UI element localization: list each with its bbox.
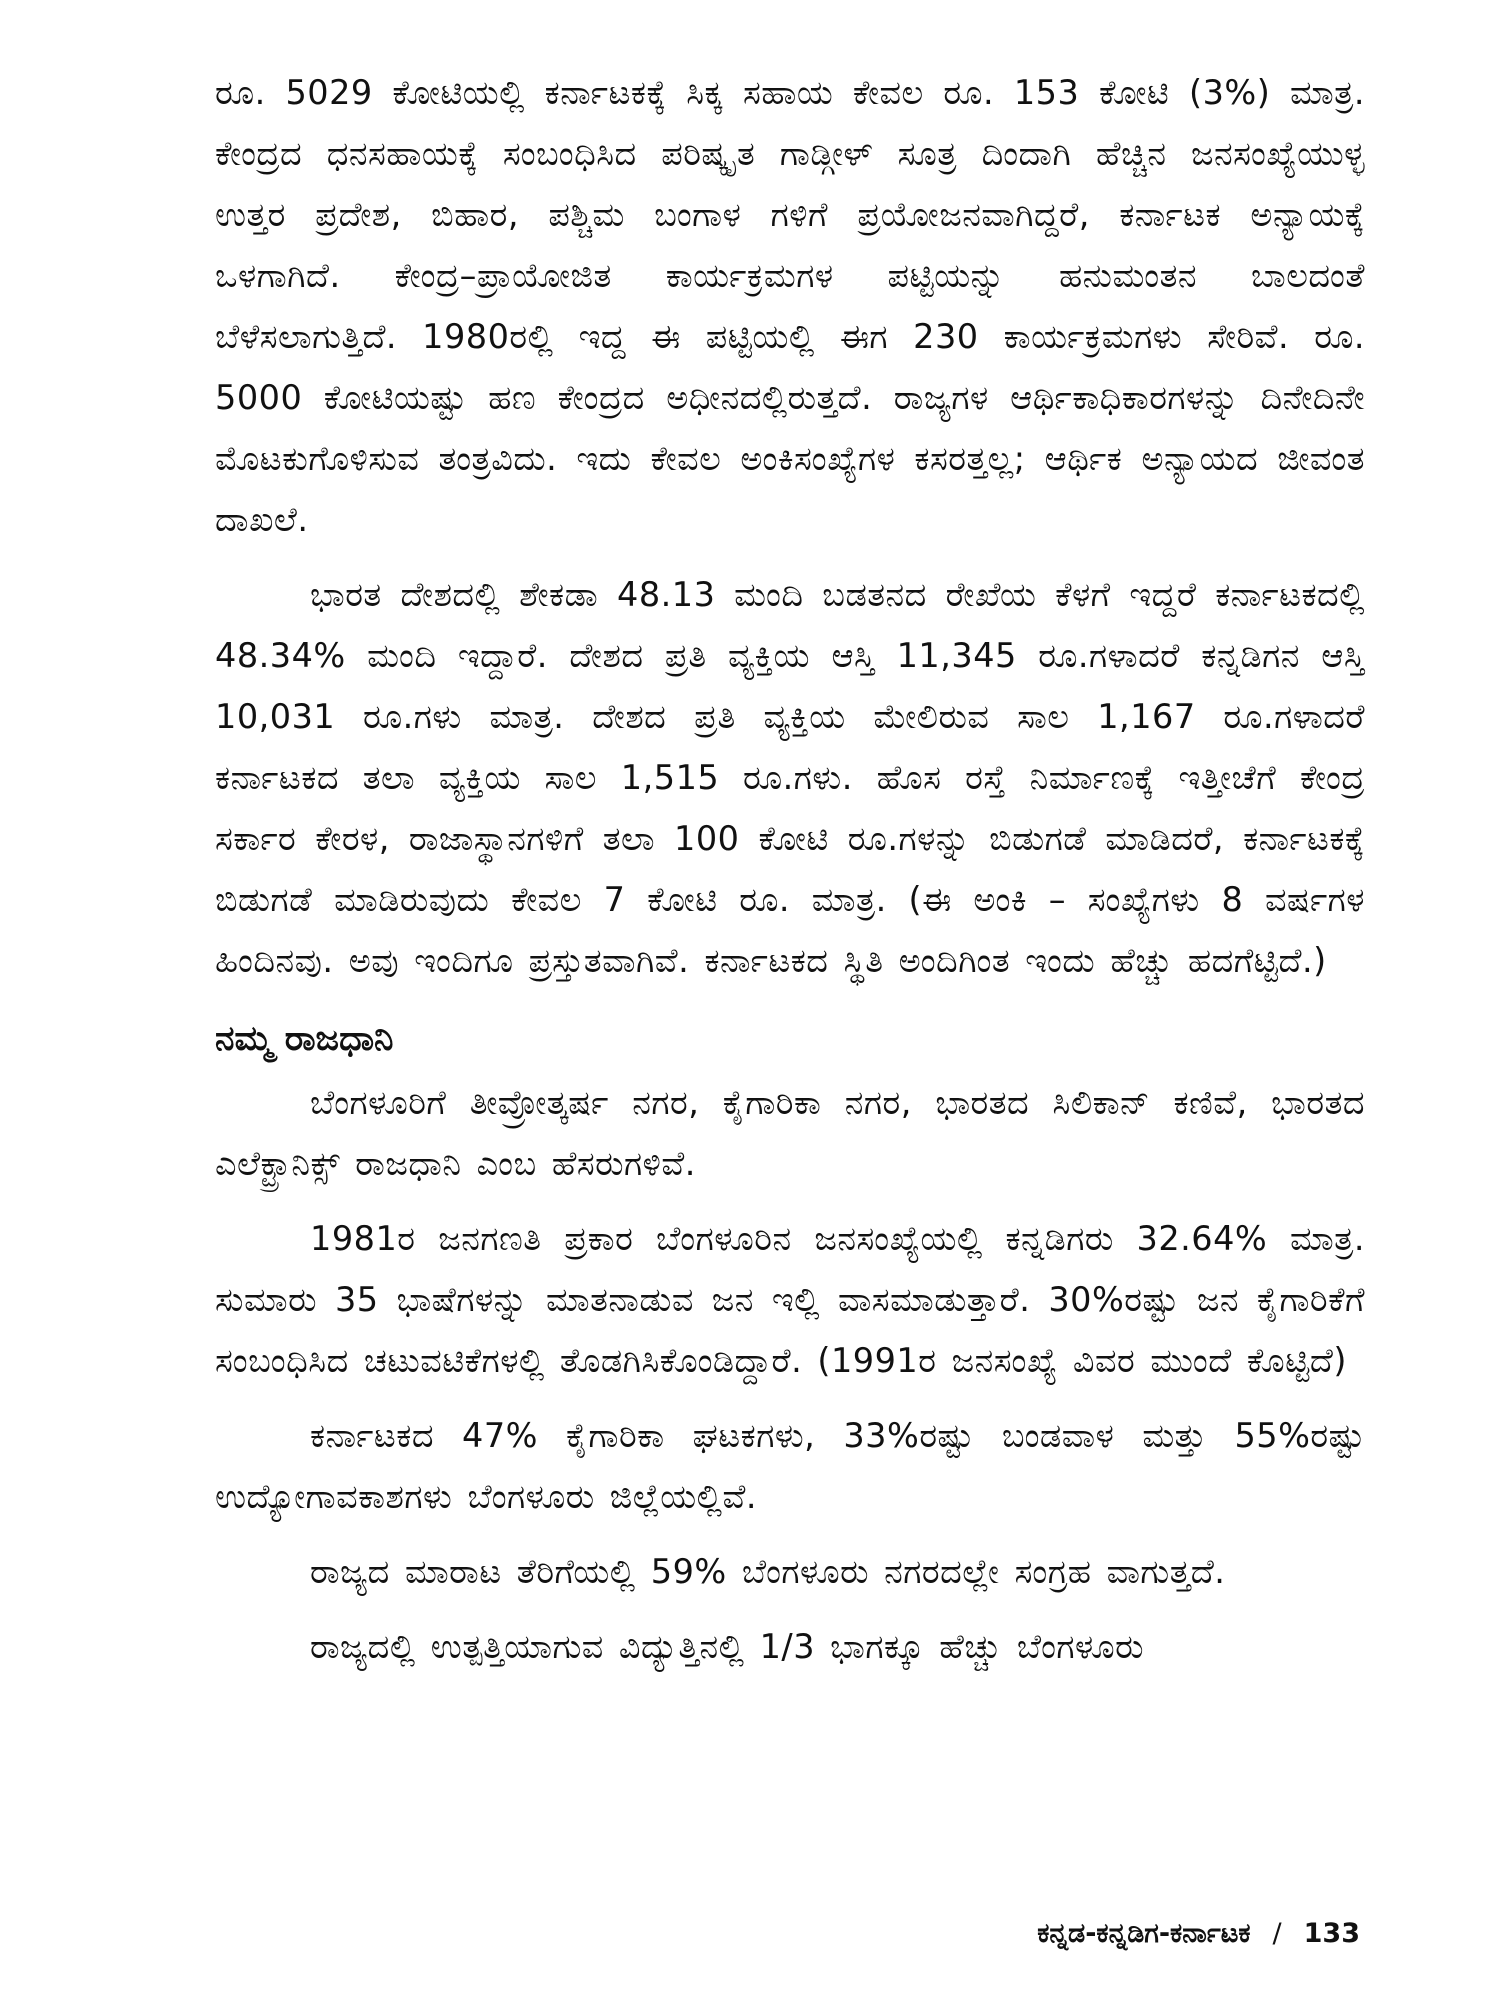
paragraph-census-1981: 1981ರ ಜನಗಣತಿ ಪ್ರಕಾರ ಬೆಂಗಳೂರಿನ ಜನಸಂಖ್ಯೆಯಲ್ಲಿ ಕನ್ನಡಿಗರು 32.64% ಮಾತ್ರ. ಸುಮಾರು 35 ಭಾಷೆಗಳನ್ನು ಮಾತನಾಡುವ ಜನ ಇಲ್ಲಿ ವಾಸಮಾಡುತ್ತಾರೆ. 30%ರಷ್ಟು ಜನ ಕೈಗಾರಿಕೆಗೆ ಸಂಬಂಧಿಸಿದ ಚಟುವಟಿಕೆಗಳಲ್ಲಿ ತೊಡಗಿಸಿಕೊಂಡಿದ್ದಾರೆ. (1991ರ ಜನಸಂಖ್ಯೆ ವಿವರ ಮುಂದೆ ಕೊಟ್ಟಿದೆ): [215, 1219, 1365, 1380]
paragraph-poverty-statistics: ಭಾರತ ದೇಶದಲ್ಲಿ ಶೇಕಡಾ 48.13 ಮಂದಿ ಬಡತನದ ರೇಖೆಯ ಕೆಳಗೆ ಇದ್ದರೆ ಕರ್ನಾಟಕದಲ್ಲಿ 48.34% ಮಂದಿ ಇದ್ದಾರೆ. ದೇಶದ ಪ್ರತಿ ವ್ಯಕ್ತಿಯ ಆಸ್ತಿ 11,345 ರೂ.ಗಳಾದರೆ ಕನ್ನಡಿಗನ ಆಸ್ತಿ 10,031 ರೂ.ಗಳು ಮಾತ್ರ. ದೇಶದ ಪ್ರತಿ ವ್ಯಕ್ತಿಯ ಮೇಲಿರುವ ಸಾಲ 1,167 ರೂ.ಗಳಾದರೆ ಕರ್ನಾಟಕದ ತಲಾ ವ್ಯಕ್ತಿಯ ಸಾಲ 1,515 ರೂ.ಗಳು. ಹೊಸ ರಸ್ತೆ ನಿರ್ಮಾಣಕ್ಕೆ ಇತ್ತೀಚೆಗೆ ಕೇಂದ್ರ ಸರ್ಕಾರ ಕೇರಳ, ರಾಜಾಸ್ಥಾನಗಳಿಗೆ ತಲಾ 100 ಕೋಟಿ ರೂ.ಗಳನ್ನು ಬಿಡುಗಡೆ ಮಾಡಿದರೆ, ಕರ್ನಾಟಕಕ್ಕೆ ಬಿಡುಗಡೆ ಮಾಡಿರುವುದು ಕೇವಲ 7 ಕೋಟಿ ರೂ. ಮಾತ್ರ. (ಈ ಅಂಕಿ – ಸಂಖ್ಯೆಗಳು 8 ವರ್ಷಗಳ ಹಿಂದಿನವು. ಅವು ಇಂದಿಗೂ ಪ್ರಸ್ತುತವಾಗಿವೆ. ಕರ್ನಾಟಕದ ಸ್ಥಿತಿ ಅಂದಿಗಿಂತ ಇಂದು ಹೆಚ್ಚು ಹದಗೆಟ್ಟಿದೆ.): [215, 575, 1365, 980]
page-body: [215, 62, 1365, 1677]
page-footer: [1037, 1918, 1360, 1950]
page-number: 133: [1303, 1918, 1360, 1949]
paragraph-sales-tax: ರಾಜ್ಯದ ಮಾರಾಟ ತೆರಿಗೆಯಲ್ಲಿ 59% ಬೆಂಗಳೂರು ನಗರದಲ್ಲೇ ಸಂಗ್ರಹ ವಾಗುತ್ತದೆ.: [310, 1552, 1226, 1591]
paragraph-central-aid: ರೂ. 5029 ಕೋಟಿಯಲ್ಲಿ ಕರ್ನಾಟಕಕ್ಕೆ ಸಿಕ್ಕ ಸಹಾಯ ಕೇವಲ ರೂ. 153 ಕೋಟಿ (3%) ಮಾತ್ರ. ಕೇಂದ್ರದ ಧನಸಹಾಯಕ್ಕೆ ಸಂಬಂಧಿಸಿದ ಪರಿಷ್ಕೃತ ಗಾಡ್ಗೀಳ್ ಸೂತ್ರ ದಿಂದಾಗಿ ಹೆಚ್ಚಿನ ಜನಸಂಖ್ಯೆಯುಳ್ಳ ಉತ್ತರ ಪ್ರದೇಶ, ಬಿಹಾರ, ಪಶ್ಚಿಮ ಬಂಗಾಳ ಗಳಿಗೆ ಪ್ರಯೋಜನವಾಗಿದ್ದರೆ, ಕರ್ನಾಟಕ ಅನ್ಯಾಯಕ್ಕೆ ಒಳಗಾಗಿದೆ. ಕೇಂದ್ರ–ಪ್ರಾಯೋಜಿತ ಕಾರ್ಯಕ್ರಮಗಳ ಪಟ್ಟಿಯನ್ನು ಹನುಮಂತನ ಬಾಲದಂತೆ ಬೆಳೆಸಲಾಗುತ್ತಿದೆ. 1980ರಲ್ಲಿ ಇದ್ದ ಈ ಪಟ್ಟಿಯಲ್ಲಿ ಈಗ 230 ಕಾರ್ಯಕ್ರಮಗಳು ಸೇರಿವೆ. ರೂ. 5000 ಕೋಟಿಯಷ್ಟು ಹಣ ಕೇಂದ್ರದ ಅಧೀನದಲ್ಲಿರುತ್ತದೆ. ರಾಜ್ಯಗಳ ಆರ್ಥಿಕಾಧಿಕಾರಗಳನ್ನು ದಿನೇದಿನೇ ಮೊಟಕುಗೊಳಿಸುವ ತಂತ್ರವಿದು. ಇದು ಕೇವಲ ಅಂಕಿಸಂಖ್ಯೆಗಳ ಕಸರತ್ತಲ್ಲ; ಆರ್ಥಿಕ ಅನ್ಯಾಯದ ಜೀವಂತ ದಾಖಲೆ.: [215, 73, 1365, 539]
section-heading: ನಮ್ಮ ರಾಜಧಾನಿ: [215, 1019, 394, 1059]
book-title: ಕನ್ನಡ-ಕನ್ನಡಿಗ-ಕರ್ನಾಟಕ: [1037, 1918, 1251, 1949]
paragraph-industrial-share: ಕರ್ನಾಟಕದ 47% ಕೈಗಾರಿಕಾ ಘಟಕಗಳು, 33%ರಷ್ಟು ಬಂಡವಾಳ ಮತ್ತು 55%ರಷ್ಟು ಉದ್ಯೋಗಾವಕಾಶಗಳು ಬೆಂಗಳೂರು ಜಿಲ್ಲೆಯಲ್ಲಿವೆ.: [215, 1416, 1365, 1516]
paragraph-electricity: ರಾಜ್ಯದಲ್ಲಿ ಉತ್ಪತ್ತಿಯಾಗುವ ವಿದ್ಯುತ್ತಿನಲ್ಲಿ 1/3 ಭಾಗಕ್ಕೂ ಹೆಚ್ಚು ಬೆಂಗಳೂರು: [310, 1627, 1144, 1666]
paragraph-bangalore-names: ಬೆಂಗಳೂರಿಗೆ ತೀವ್ರೋತ್ಕರ್ಷ ನಗರ, ಕೈಗಾರಿಕಾ ನಗರ, ಭಾರತದ ಸಿಲಿಕಾನ್ ಕಣಿವೆ, ಭಾರತದ ಎಲೆಕ್ಟ್ರಾನಿಕ್ಸ್ ರಾಜಧಾನಿ ಎಂಬ ಹೆಸರುಗಳಿವೆ.: [215, 1083, 1365, 1183]
footer-separator: /: [1272, 1918, 1282, 1949]
